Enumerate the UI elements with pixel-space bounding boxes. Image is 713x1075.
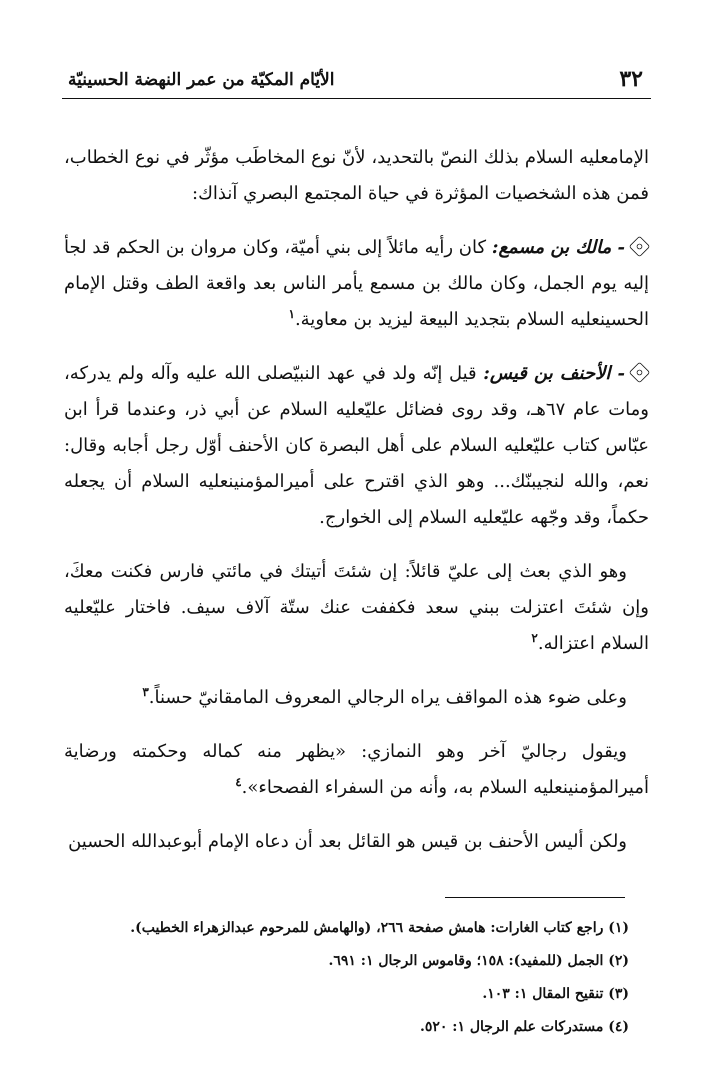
paragraph-malik-text: كان رأيه مائلاً إلى بني أميّة، وكان مروان بن الحكم قد لجأ إليه يوم الجمل، وكان مالك بن مسمع يأمر الناس بعد واقعة الطف وقتل الإمام الحسينعليه السلام بتجديد البيعة ليزيد بن معاوية. <box>64 237 649 330</box>
paragraph-ahnaf <box>64 356 649 536</box>
diamond-bullet-icon <box>629 362 650 383</box>
footnote-3: (٣) تنقيح المقال ١: ١٠٣. <box>482 986 629 1002</box>
paragraph-ahnaf-text: قيل إنّه ولد في عهد النبيّصلى الله عليه وآله ولم يدركه، ومات عام ٦٧هـ، وقد روى فضائل عليّعليه السلام عن أبي ذر، وعندما قرأ ابن عبّاس كتاب عليّعليه السلام على أهل البصرة كان الأحنف أوّل رجل أجابه وقال: نعم، والله لنجيبنّك... وهو الذي اقترح على أميرالمؤمنينعليه السلام أن يجعله حكماً، وقد وجّهه عليّعليه السلام إلى الخوارج. <box>64 363 649 528</box>
footnote-2: (٢) الجمل (للمفيد): ١٥٨؛ وقاموس الرجال ١: ٦٩١. <box>328 953 629 969</box>
paragraph-closing: ولكن أليس الأحنف بن قيس هو القائل بعد أن دعاه الإمام أبوعبدالله الحسين <box>68 831 627 852</box>
footnote-ref-3[interactable]: ٣ <box>142 685 149 699</box>
page-number: ٣٢ <box>619 66 643 92</box>
paragraph-namazi <box>64 734 649 806</box>
paragraph-mamaqani-text: وعلى ضوء هذه المواقف يراه الرجالي المعروف المامقانيّ حسناً. <box>148 687 627 708</box>
footnote-ref-2[interactable]: ٢ <box>531 631 538 645</box>
footnote-1: (١) راجع كتاب الغارات: هامش صفحة ٢٦٦، (والهامش للمرحوم عبدالزهراء الخطيب). <box>130 920 629 936</box>
diamond-bullet-icon <box>629 236 650 257</box>
body-text <box>64 140 649 878</box>
footnote-4: (٤) مستدركات علم الرجال ١: ٥٢٠. <box>419 1019 629 1035</box>
paragraph-mamaqani <box>64 680 649 716</box>
page-header <box>62 58 651 99</box>
paragraph-malik <box>64 230 649 338</box>
paragraph-namazi-text: ويقول رجاليّ آخر وهو النمازي: «يظهر منه كماله وحكمته ورضاية أميرالمؤمنينعليه السلام به، وأنه من السفراء الفصحاء». <box>64 741 649 798</box>
footnote-ref-1[interactable]: ١ <box>288 307 295 321</box>
footnotes <box>64 912 629 1044</box>
paragraph-intro: الإمامعليه السلام بذلك النصّ بالتحديد، لأنّ نوع المخاطَب مؤثّر في نوع الخطاب، فمن هذه الشخصيات المؤثرة في حياة المجتمع البصري آنذاك: <box>64 147 649 204</box>
running-title: الأيّام المكيّة من عمر النهضة الحسينيّة <box>68 70 335 90</box>
footnote-ref-4[interactable]: ٤ <box>235 775 242 789</box>
person-name-ahnaf: - الأحنف بن قيس: <box>483 363 625 384</box>
person-name-malik: - مالك بن مسمع: <box>491 237 625 258</box>
footnote-divider <box>445 897 625 898</box>
paragraph-letter-text: وهو الذي بعث إلى عليّ قائلاً: إن شئتَ أتيتك في مائتي فارس فكنت معكَ، وإن شئتَ اعتزلت ببني سعد فكففت عنك ستّة آلاف سيف. فاختار عليّعليه السلام اعتزاله. <box>64 561 649 654</box>
paragraph-letter <box>64 554 649 662</box>
